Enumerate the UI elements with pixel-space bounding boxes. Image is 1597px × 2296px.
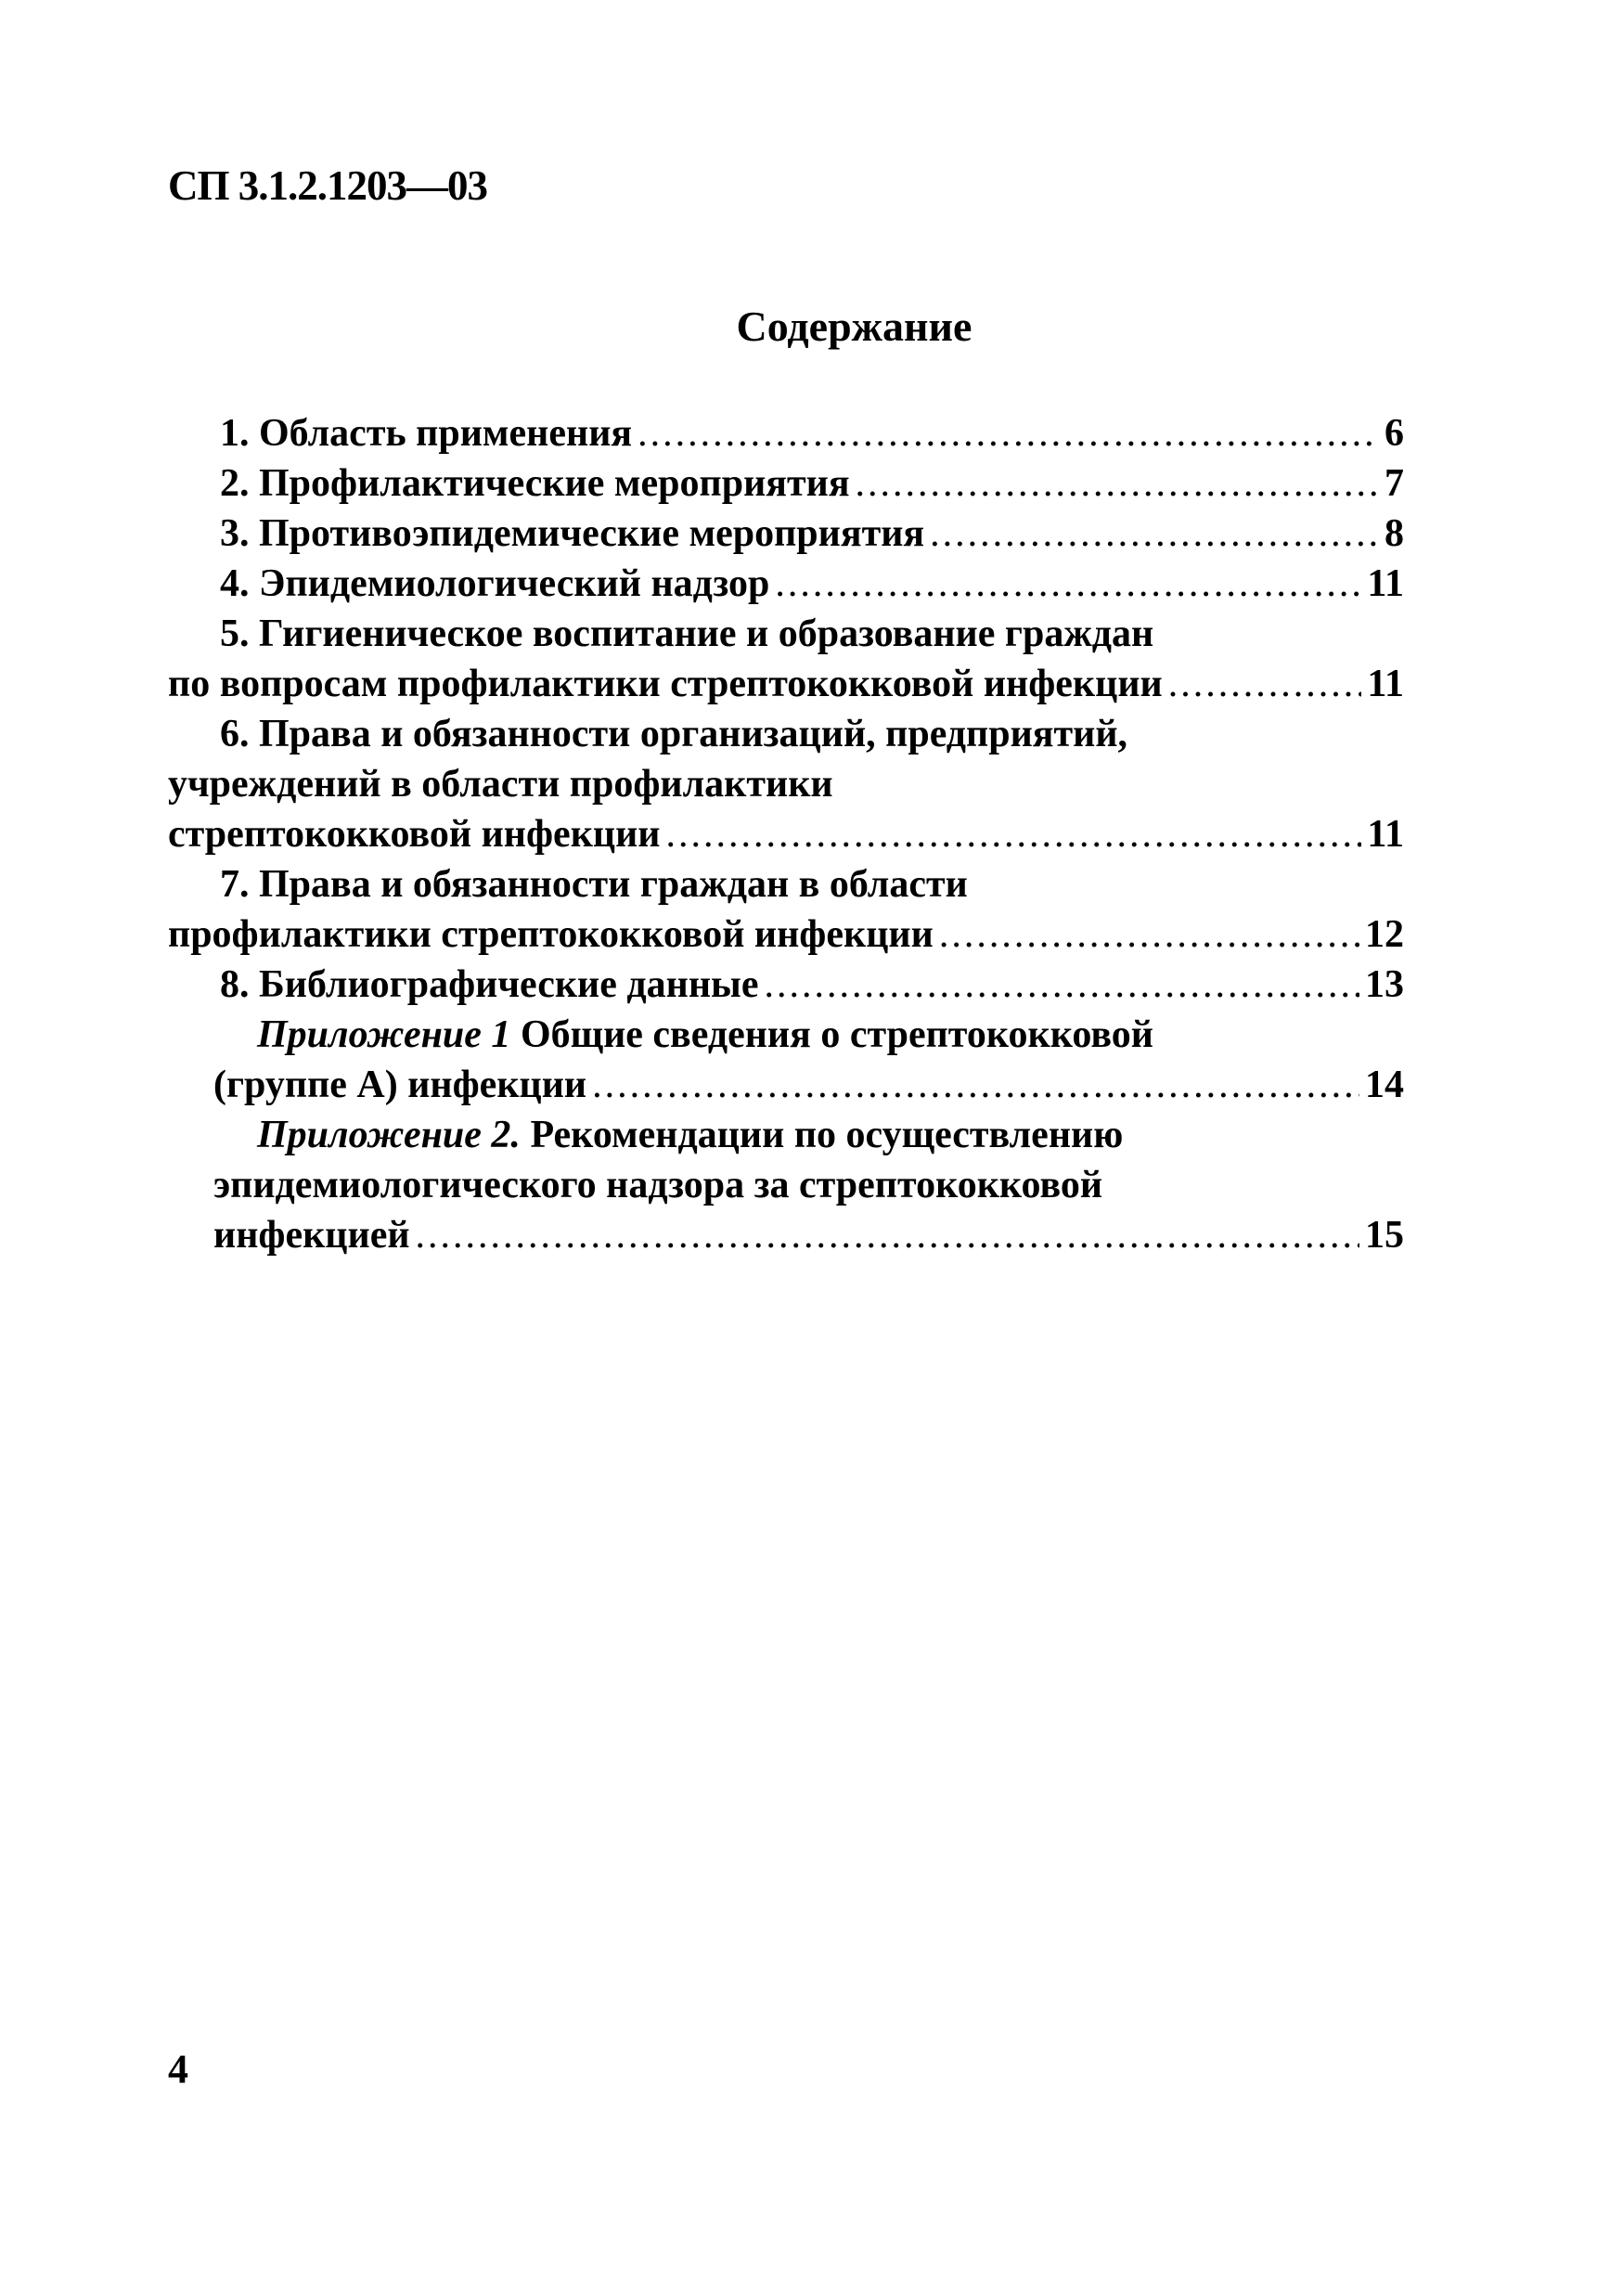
toc-entry-text: 4. Эпидемиологический надзор <box>220 562 770 605</box>
dot-leader <box>930 509 1379 559</box>
toc-page-number: 15 <box>1365 1214 1404 1257</box>
toc-entry-text: (группе А) инфекции <box>213 1064 587 1106</box>
dot-leader <box>416 1210 1359 1260</box>
toc-entry-appendix-1[interactable] <box>168 1010 1404 1110</box>
appendix-label: Приложение 2. <box>257 1114 521 1156</box>
page-number: 4 <box>168 2046 188 2092</box>
toc-entry-text: 5. Гигиеническое воспитание и образование граждан <box>220 613 1154 655</box>
dot-leader <box>638 408 1379 458</box>
toc-title: Содержание <box>736 303 972 350</box>
toc-entry-appendix-2[interactable] <box>168 1110 1404 1260</box>
toc-page-number: 6 <box>1384 412 1404 455</box>
toc-page-number: 11 <box>1367 663 1404 705</box>
toc-entry-text: 2. Профилактические мероприятия <box>220 462 850 505</box>
toc-entry-4[interactable] <box>168 559 1404 609</box>
toc-entry-text: стрептококковой инфекции <box>168 813 661 856</box>
appendix-label: Приложение 1 <box>257 1013 511 1056</box>
toc-entry-text: инфекцией <box>213 1214 410 1257</box>
toc-page-number: 13 <box>1365 963 1404 1006</box>
toc-entry-text: 3. Противоэпидемические мероприятия <box>220 512 925 555</box>
toc-page-number: 12 <box>1365 913 1404 956</box>
toc-entry-text: 7. Права и обязанности граждан в области <box>220 863 968 906</box>
toc-entry-text: 6. Права и обязанности организаций, предприятий, <box>220 713 1128 755</box>
dot-leader <box>1168 659 1362 709</box>
dot-leader <box>666 809 1362 859</box>
toc-entry-text: 1. Область применения <box>220 412 633 455</box>
toc-page-number: 7 <box>1384 462 1404 505</box>
document-code: СП 3.1.2.1203—03 <box>168 162 487 209</box>
dot-leader <box>939 909 1359 960</box>
toc-entry-5[interactable] <box>168 609 1404 709</box>
toc-entry-1[interactable] <box>168 408 1404 458</box>
toc-entry-text: 8. Библиографические данные <box>220 963 759 1006</box>
toc-entry-7[interactable] <box>168 859 1404 960</box>
toc-entry-text: учреждений в области профилактики <box>168 763 833 806</box>
toc-entry-text: по вопросам профилактики стрептококковой инфекции <box>168 663 1163 705</box>
toc-entry-text: профилактики стрептококковой инфекции <box>168 913 934 956</box>
toc-entry-6[interactable] <box>168 709 1404 859</box>
toc-entry-text: эпидемиологического надзора за стрептококковой <box>213 1164 1103 1206</box>
toc-page-number: 11 <box>1367 813 1404 856</box>
toc-page-number: 8 <box>1384 512 1404 555</box>
dot-leader <box>775 559 1361 609</box>
toc-page-number: 11 <box>1367 562 1404 605</box>
table-of-contents <box>168 408 1404 1260</box>
dot-leader <box>764 960 1359 1010</box>
dot-leader <box>592 1060 1359 1110</box>
toc-entry-text: Рекомендации по осуществлению <box>520 1114 1124 1156</box>
toc-page-number: 14 <box>1365 1064 1404 1106</box>
toc-entry-2[interactable] <box>168 458 1404 509</box>
dot-leader <box>856 458 1379 509</box>
toc-entry-3[interactable] <box>168 509 1404 559</box>
toc-entry-8[interactable] <box>168 960 1404 1010</box>
toc-entry-text: Общие сведения о стрептококковой <box>510 1013 1153 1056</box>
